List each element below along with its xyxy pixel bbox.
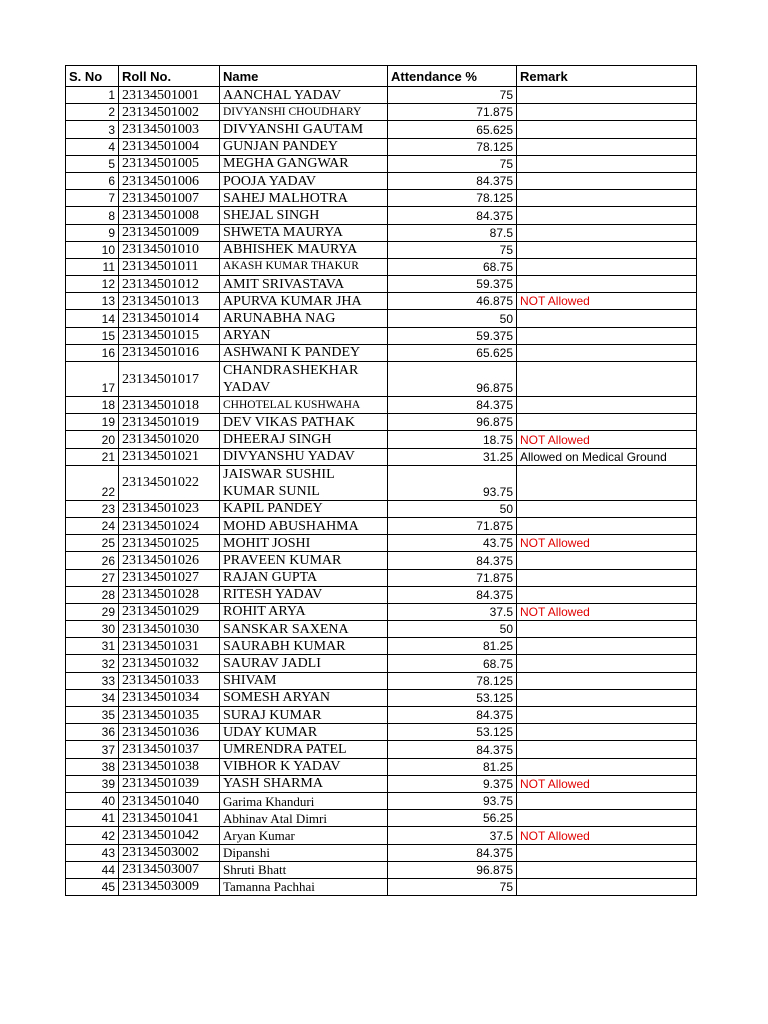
row-sno: 12 xyxy=(66,276,119,293)
row-remark xyxy=(517,224,697,241)
table-row xyxy=(66,775,697,792)
row-attendance: 53.125 xyxy=(388,689,517,706)
table-row xyxy=(66,258,697,275)
row-remark xyxy=(517,155,697,172)
row-roll-no: 23134501041 xyxy=(119,810,220,827)
row-name: KAPIL PANDEY xyxy=(220,500,388,517)
table-row xyxy=(66,672,697,689)
row-attendance: 59.375 xyxy=(388,327,517,344)
row-roll-no: 23134501022 xyxy=(119,465,220,500)
table-row xyxy=(66,603,697,620)
table-row xyxy=(66,431,697,448)
row-attendance: 84.375 xyxy=(388,552,517,569)
row-sno: 20 xyxy=(66,431,119,448)
row-name: SANSKAR SAXENA xyxy=(220,621,388,638)
row-roll-no: 23134501019 xyxy=(119,414,220,431)
row-roll-no: 23134501005 xyxy=(119,155,220,172)
row-roll-no: 23134501033 xyxy=(119,672,220,689)
row-attendance: 87.5 xyxy=(388,224,517,241)
row-roll-no: 23134501014 xyxy=(119,310,220,327)
row-roll-no: 23134501002 xyxy=(119,104,220,121)
row-remark xyxy=(517,844,697,861)
row-attendance: 43.75 xyxy=(388,535,517,552)
row-attendance: 65.625 xyxy=(388,344,517,361)
table-row xyxy=(66,878,697,895)
row-name: CHANDRASHEKHAR YADAV xyxy=(220,362,388,397)
row-roll-no: 23134501018 xyxy=(119,397,220,414)
row-sno: 41 xyxy=(66,810,119,827)
table-row xyxy=(66,792,697,809)
row-name: YASH SHARMA xyxy=(220,775,388,792)
row-remark xyxy=(517,552,697,569)
row-roll-no: 23134501027 xyxy=(119,569,220,586)
row-name: UDAY KUMAR xyxy=(220,724,388,741)
row-remark xyxy=(517,655,697,672)
row-remark xyxy=(517,672,697,689)
row-sno: 17 xyxy=(66,362,119,397)
row-sno: 9 xyxy=(66,224,119,241)
table-row xyxy=(66,362,697,397)
row-sno: 28 xyxy=(66,586,119,603)
row-remark xyxy=(517,500,697,517)
row-remark: NOT Allowed xyxy=(517,293,697,310)
row-remark xyxy=(517,172,697,189)
row-roll-no: 23134501001 xyxy=(119,87,220,104)
table-row xyxy=(66,327,697,344)
row-attendance: 31.25 xyxy=(388,448,517,465)
row-roll-no: 23134501034 xyxy=(119,689,220,706)
row-name: CHHOTELAL KUSHWAHA xyxy=(220,397,388,414)
row-sno: 6 xyxy=(66,172,119,189)
header-roll-no: Roll No. xyxy=(119,66,220,87)
row-sno: 19 xyxy=(66,414,119,431)
row-name: DEV VIKAS PATHAK xyxy=(220,414,388,431)
row-attendance: 84.375 xyxy=(388,707,517,724)
row-roll-no: 23134501003 xyxy=(119,121,220,138)
table-row xyxy=(66,121,697,138)
row-name: AKASH KUMAR THAKUR xyxy=(220,258,388,275)
table-row xyxy=(66,465,697,500)
row-name: ARYAN xyxy=(220,327,388,344)
row-sno: 27 xyxy=(66,569,119,586)
row-roll-no: 23134501017 xyxy=(119,362,220,397)
row-attendance: 46.875 xyxy=(388,293,517,310)
row-remark xyxy=(517,758,697,775)
row-roll-no: 23134501016 xyxy=(119,344,220,361)
table-row xyxy=(66,155,697,172)
row-name: ARUNABHA NAG xyxy=(220,310,388,327)
row-name: Shruti Bhatt xyxy=(220,861,388,878)
row-roll-no: 23134501035 xyxy=(119,707,220,724)
row-remark xyxy=(517,344,697,361)
row-attendance: 96.875 xyxy=(388,362,517,397)
row-roll-no: 23134501024 xyxy=(119,517,220,534)
row-sno: 32 xyxy=(66,655,119,672)
row-sno: 40 xyxy=(66,792,119,809)
row-sno: 29 xyxy=(66,603,119,620)
row-roll-no: 23134501011 xyxy=(119,258,220,275)
row-roll-no: 23134501020 xyxy=(119,431,220,448)
row-sno: 26 xyxy=(66,552,119,569)
table-row xyxy=(66,500,697,517)
table-row xyxy=(66,87,697,104)
row-sno: 38 xyxy=(66,758,119,775)
row-name: VIBHOR K YADAV xyxy=(220,758,388,775)
table-row xyxy=(66,207,697,224)
row-roll-no: 23134503007 xyxy=(119,861,220,878)
row-attendance: 50 xyxy=(388,310,517,327)
row-remark xyxy=(517,707,697,724)
table-row xyxy=(66,724,697,741)
table-row xyxy=(66,448,697,465)
table-row xyxy=(66,293,697,310)
row-name: SURAJ KUMAR xyxy=(220,707,388,724)
row-roll-no: 23134501028 xyxy=(119,586,220,603)
row-sno: 42 xyxy=(66,827,119,844)
row-sno: 39 xyxy=(66,775,119,792)
table-row xyxy=(66,689,697,706)
row-remark xyxy=(517,724,697,741)
row-roll-no: 23134501040 xyxy=(119,792,220,809)
row-name: ABHISHEK MAURYA xyxy=(220,241,388,258)
row-attendance: 81.25 xyxy=(388,638,517,655)
header-attendance: Attendance % xyxy=(388,66,517,87)
row-attendance: 84.375 xyxy=(388,172,517,189)
row-remark xyxy=(517,138,697,155)
row-remark xyxy=(517,327,697,344)
row-roll-no: 23134501021 xyxy=(119,448,220,465)
row-attendance: 50 xyxy=(388,621,517,638)
attendance-table xyxy=(65,65,697,896)
table-row xyxy=(66,655,697,672)
row-name: Abhinav Atal Dimri xyxy=(220,810,388,827)
table-row xyxy=(66,241,697,258)
row-sno: 11 xyxy=(66,258,119,275)
row-sno: 44 xyxy=(66,861,119,878)
row-roll-no: 23134503002 xyxy=(119,844,220,861)
row-name: GUNJAN PANDEY xyxy=(220,138,388,155)
row-sno: 7 xyxy=(66,190,119,207)
row-sno: 22 xyxy=(66,465,119,500)
row-name: SAURABH KUMAR xyxy=(220,638,388,655)
row-name: Garima Khanduri xyxy=(220,792,388,809)
table-row xyxy=(66,517,697,534)
row-name: DHEERAJ SINGH xyxy=(220,431,388,448)
row-sno: 23 xyxy=(66,500,119,517)
row-attendance: 84.375 xyxy=(388,844,517,861)
row-name: AMIT SRIVASTAVA xyxy=(220,276,388,293)
row-remark: NOT Allowed xyxy=(517,603,697,620)
row-roll-no: 23134501042 xyxy=(119,827,220,844)
table-row xyxy=(66,621,697,638)
table-row xyxy=(66,138,697,155)
row-roll-no: 23134501013 xyxy=(119,293,220,310)
row-attendance: 75 xyxy=(388,241,517,258)
row-roll-no: 23134501004 xyxy=(119,138,220,155)
row-name: MOHIT JOSHI xyxy=(220,535,388,552)
table-row xyxy=(66,190,697,207)
row-roll-no: 23134501012 xyxy=(119,276,220,293)
row-attendance: 78.125 xyxy=(388,672,517,689)
row-attendance: 68.75 xyxy=(388,258,517,275)
row-sno: 15 xyxy=(66,327,119,344)
row-sno: 43 xyxy=(66,844,119,861)
row-remark xyxy=(517,792,697,809)
row-name: PRAVEEN KUMAR xyxy=(220,552,388,569)
row-name: DIVYANSHU YADAV xyxy=(220,448,388,465)
table-row xyxy=(66,758,697,775)
table-row xyxy=(66,861,697,878)
row-attendance: 93.75 xyxy=(388,465,517,500)
row-attendance: 84.375 xyxy=(388,207,517,224)
row-remark xyxy=(517,621,697,638)
row-roll-no: 23134501025 xyxy=(119,535,220,552)
row-attendance: 71.875 xyxy=(388,569,517,586)
row-roll-no: 23134501039 xyxy=(119,775,220,792)
table-row xyxy=(66,844,697,861)
row-attendance: 96.875 xyxy=(388,861,517,878)
row-sno: 30 xyxy=(66,621,119,638)
row-remark xyxy=(517,397,697,414)
table-row xyxy=(66,810,697,827)
row-name: Aryan Kumar xyxy=(220,827,388,844)
row-attendance: 18.75 xyxy=(388,431,517,448)
row-attendance: 75 xyxy=(388,155,517,172)
row-name: Dipanshi xyxy=(220,844,388,861)
row-remark: NOT Allowed xyxy=(517,775,697,792)
row-name: ROHIT ARYA xyxy=(220,603,388,620)
row-roll-no: 23134501006 xyxy=(119,172,220,189)
row-sno: 31 xyxy=(66,638,119,655)
row-remark: Allowed on Medical Ground xyxy=(517,448,697,465)
row-remark xyxy=(517,689,697,706)
table-row xyxy=(66,224,697,241)
row-attendance: 9.375 xyxy=(388,775,517,792)
row-remark xyxy=(517,741,697,758)
row-attendance: 78.125 xyxy=(388,190,517,207)
row-sno: 18 xyxy=(66,397,119,414)
table-row xyxy=(66,552,697,569)
row-sno: 25 xyxy=(66,535,119,552)
header-remark: Remark xyxy=(517,66,697,87)
row-roll-no: 23134501010 xyxy=(119,241,220,258)
row-remark xyxy=(517,517,697,534)
row-roll-no: 23134501007 xyxy=(119,190,220,207)
row-roll-no: 23134501031 xyxy=(119,638,220,655)
row-attendance: 68.75 xyxy=(388,655,517,672)
row-attendance: 75 xyxy=(388,87,517,104)
row-sno: 33 xyxy=(66,672,119,689)
row-sno: 2 xyxy=(66,104,119,121)
table-row xyxy=(66,310,697,327)
row-name: RAJAN GUPTA xyxy=(220,569,388,586)
table-row xyxy=(66,535,697,552)
row-name: DIVYANSHI GAUTAM xyxy=(220,121,388,138)
row-remark xyxy=(517,810,697,827)
row-attendance: 50 xyxy=(388,500,517,517)
row-name: UMRENDRA PATEL xyxy=(220,741,388,758)
row-roll-no: 23134501032 xyxy=(119,655,220,672)
row-attendance: 93.75 xyxy=(388,792,517,809)
row-remark: NOT Allowed xyxy=(517,827,697,844)
row-remark xyxy=(517,258,697,275)
row-name: SHWETA MAURYA xyxy=(220,224,388,241)
row-attendance: 71.875 xyxy=(388,517,517,534)
row-name: MEGHA GANGWAR xyxy=(220,155,388,172)
row-sno: 8 xyxy=(66,207,119,224)
row-name: AANCHAL YADAV xyxy=(220,87,388,104)
table-row xyxy=(66,638,697,655)
row-roll-no: 23134501030 xyxy=(119,621,220,638)
row-sno: 16 xyxy=(66,344,119,361)
row-remark xyxy=(517,362,697,397)
table-row xyxy=(66,104,697,121)
header-name: Name xyxy=(220,66,388,87)
row-name: SHEJAL SINGH xyxy=(220,207,388,224)
row-name: SHIVAM xyxy=(220,672,388,689)
row-sno: 21 xyxy=(66,448,119,465)
row-attendance: 71.875 xyxy=(388,104,517,121)
row-roll-no: 23134501023 xyxy=(119,500,220,517)
table-row xyxy=(66,827,697,844)
row-name: Tamanna Pachhai xyxy=(220,878,388,895)
row-roll-no: 23134501038 xyxy=(119,758,220,775)
table-row xyxy=(66,707,697,724)
table-row xyxy=(66,344,697,361)
table-body xyxy=(66,87,697,896)
row-remark xyxy=(517,861,697,878)
row-name: SOMESH ARYAN xyxy=(220,689,388,706)
row-attendance: 84.375 xyxy=(388,586,517,603)
row-name: POOJA YADAV xyxy=(220,172,388,189)
row-sno: 14 xyxy=(66,310,119,327)
row-sno: 37 xyxy=(66,741,119,758)
row-roll-no: 23134501015 xyxy=(119,327,220,344)
row-roll-no: 23134503009 xyxy=(119,878,220,895)
row-roll-no: 23134501008 xyxy=(119,207,220,224)
row-remark xyxy=(517,638,697,655)
row-sno: 10 xyxy=(66,241,119,258)
row-remark xyxy=(517,878,697,895)
row-name: RITESH YADAV xyxy=(220,586,388,603)
row-roll-no: 23134501009 xyxy=(119,224,220,241)
row-remark xyxy=(517,104,697,121)
table-row xyxy=(66,276,697,293)
row-remark xyxy=(517,310,697,327)
row-attendance: 75 xyxy=(388,878,517,895)
row-name: SAHEJ MALHOTRA xyxy=(220,190,388,207)
header-row xyxy=(66,66,697,87)
row-attendance: 37.5 xyxy=(388,603,517,620)
row-sno: 35 xyxy=(66,707,119,724)
row-attendance: 84.375 xyxy=(388,397,517,414)
row-attendance: 84.375 xyxy=(388,741,517,758)
row-remark xyxy=(517,241,697,258)
row-roll-no: 23134501026 xyxy=(119,552,220,569)
row-remark xyxy=(517,87,697,104)
row-remark xyxy=(517,465,697,500)
table-row xyxy=(66,586,697,603)
row-attendance: 53.125 xyxy=(388,724,517,741)
table-row xyxy=(66,414,697,431)
table-row xyxy=(66,569,697,586)
row-sno: 5 xyxy=(66,155,119,172)
row-attendance: 81.25 xyxy=(388,758,517,775)
row-name: JAISWAR SUSHIL KUMAR SUNIL xyxy=(220,465,388,500)
row-roll-no: 23134501037 xyxy=(119,741,220,758)
row-attendance: 56.25 xyxy=(388,810,517,827)
row-roll-no: 23134501029 xyxy=(119,603,220,620)
table-row xyxy=(66,172,697,189)
row-attendance: 65.625 xyxy=(388,121,517,138)
row-attendance: 37.5 xyxy=(388,827,517,844)
row-remark xyxy=(517,190,697,207)
row-remark xyxy=(517,121,697,138)
row-name: SAURAV JADLI xyxy=(220,655,388,672)
row-name: DIVYANSHI CHOUDHARY xyxy=(220,104,388,121)
row-sno: 34 xyxy=(66,689,119,706)
row-remark: NOT Allowed xyxy=(517,431,697,448)
row-roll-no: 23134501036 xyxy=(119,724,220,741)
row-sno: 24 xyxy=(66,517,119,534)
row-attendance: 59.375 xyxy=(388,276,517,293)
row-sno: 4 xyxy=(66,138,119,155)
table-row xyxy=(66,397,697,414)
row-sno: 13 xyxy=(66,293,119,310)
row-sno: 1 xyxy=(66,87,119,104)
row-sno: 36 xyxy=(66,724,119,741)
row-name: ASHWANI K PANDEY xyxy=(220,344,388,361)
row-attendance: 78.125 xyxy=(388,138,517,155)
table-row xyxy=(66,741,697,758)
row-sno: 45 xyxy=(66,878,119,895)
row-name: MOHD ABUSHAHMA xyxy=(220,517,388,534)
row-sno: 3 xyxy=(66,121,119,138)
header-sno: S. No xyxy=(66,66,119,87)
row-name: APURVA KUMAR JHA xyxy=(220,293,388,310)
row-attendance: 96.875 xyxy=(388,414,517,431)
row-remark xyxy=(517,276,697,293)
row-remark xyxy=(517,414,697,431)
row-remark xyxy=(517,207,697,224)
row-remark xyxy=(517,586,697,603)
row-remark xyxy=(517,569,697,586)
row-remark: NOT Allowed xyxy=(517,535,697,552)
